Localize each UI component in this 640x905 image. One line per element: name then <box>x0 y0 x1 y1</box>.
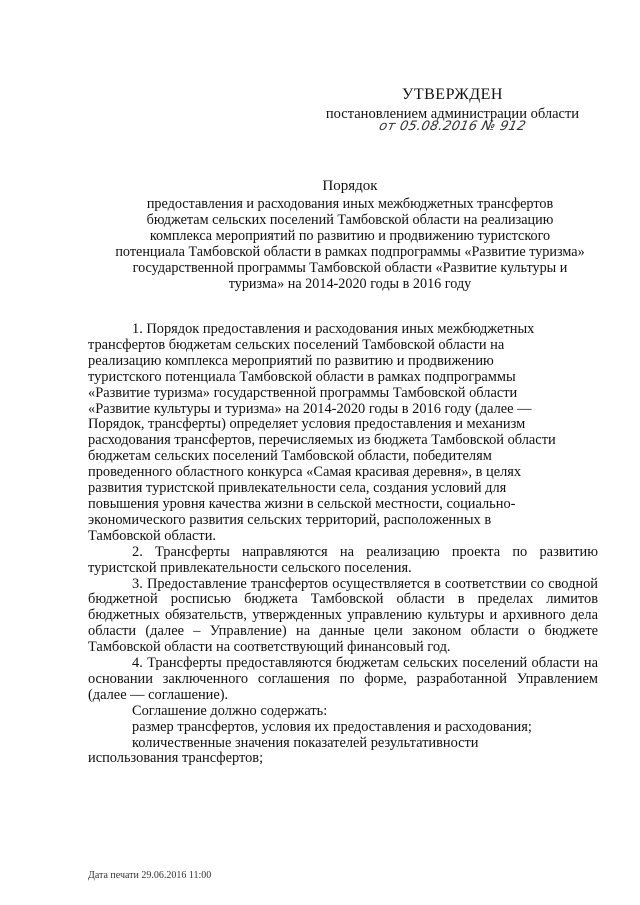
paragraph-line: трансфертов бюджетам сельских поселений Тамбовской области на <box>88 336 505 353</box>
document-body <box>88 322 598 767</box>
subtitle-line: туризма» на 2014-2020 годы в 2016 году <box>228 276 472 292</box>
subtitle-line: государственной программы Тамбовской области «Развитие культуры и <box>132 260 568 276</box>
paragraph-line: бюджетам сельских поселений Тамбовской области, победителям <box>88 448 492 465</box>
approval-line: постановлением администрации области <box>325 106 580 122</box>
paragraph-line: 1. Порядок предоставления и расходования иных межбюджетных <box>132 321 535 337</box>
agreement-item: использования трансфертов; <box>88 750 264 767</box>
paragraph-line: повышения уровня качества жизни в сельской местности, социально- <box>88 495 516 512</box>
print-date: Дата печати 29.06.2016 11:00 <box>88 870 212 881</box>
agreement-item: количественные значения показателей результативности <box>132 734 479 751</box>
paragraph-line: экономического развития сельских территорий, расположенных в <box>88 511 492 528</box>
document-title: Порядок <box>322 178 378 194</box>
paragraph-line: Порядок, трансферты) определяет условия предоставления и механизм <box>88 416 526 433</box>
paragraph-line: расходования трансфертов, перечисляемых из бюджета Тамбовской области <box>88 432 556 449</box>
subtitle-line: бюджетам сельских поселений Тамбовской области на реализацию <box>146 212 554 228</box>
paragraph-line: Тамбовской области. <box>88 527 216 544</box>
paragraph-2: 2. Трансферты направляются на реализацию проекта по развитию туристской привлекательности сельского поселения. <box>88 543 598 576</box>
approval-title: УТВЕРЖДЕН <box>402 86 503 103</box>
paragraph-1 <box>88 322 598 545</box>
paragraph-line: реализацию комплекса мероприятий по развитию и продвижению <box>88 352 494 369</box>
paragraph-line: «Развитие культуры и туризма» на 2014-2020 годы в 2016 году (далее — <box>88 400 532 417</box>
subtitle-line: потенциала Тамбовской области в рамках подпрограммы «Развитие туризма» <box>115 244 585 260</box>
paragraph-4: 4. Трансферты предоставляются бюджетам сельских поселений области на основании заключенного соглашения по форме, разработанной Управлением (далее — соглашение). <box>88 655 598 703</box>
paragraph-line: развития туристской привлекательности села, создания условий для <box>88 480 507 497</box>
paragraph-3: 3. Предоставление трансфертов осуществляется в соответствии со сводной бюджетной росписью бюджета Тамбовской области в пределах лимитов бюджетных обязательств, утвержденных управлению культуры и архивного дела области (далее – Управление) на данные цели законом области о бюджете Тамбовской области на соответствующий финансовый год. <box>88 575 598 656</box>
agreement-intro: Соглашение должно содержать: <box>132 702 328 719</box>
paragraph-line: «Развитие туризма» государственной программы Тамбовской области <box>88 384 518 401</box>
document-subtitle <box>100 196 600 292</box>
agreement-list <box>88 704 598 768</box>
subtitle-line: предоставления и расходования иных межбюджетных трансфертов <box>146 196 554 212</box>
paragraph-line: туристского потенциала Тамбовской области в рамках подпрограммы <box>88 368 516 385</box>
paragraph-line: проведенного областного конкурса «Самая красивая деревня», в целях <box>88 464 522 481</box>
subtitle-line: комплекса мероприятий по развитию и продвижению туристского <box>149 228 551 244</box>
agreement-item: размер трансфертов, условия их предоставления и расходования; <box>132 718 532 735</box>
handwritten-date-number: от 05.08.2016 № 912 <box>377 119 528 134</box>
